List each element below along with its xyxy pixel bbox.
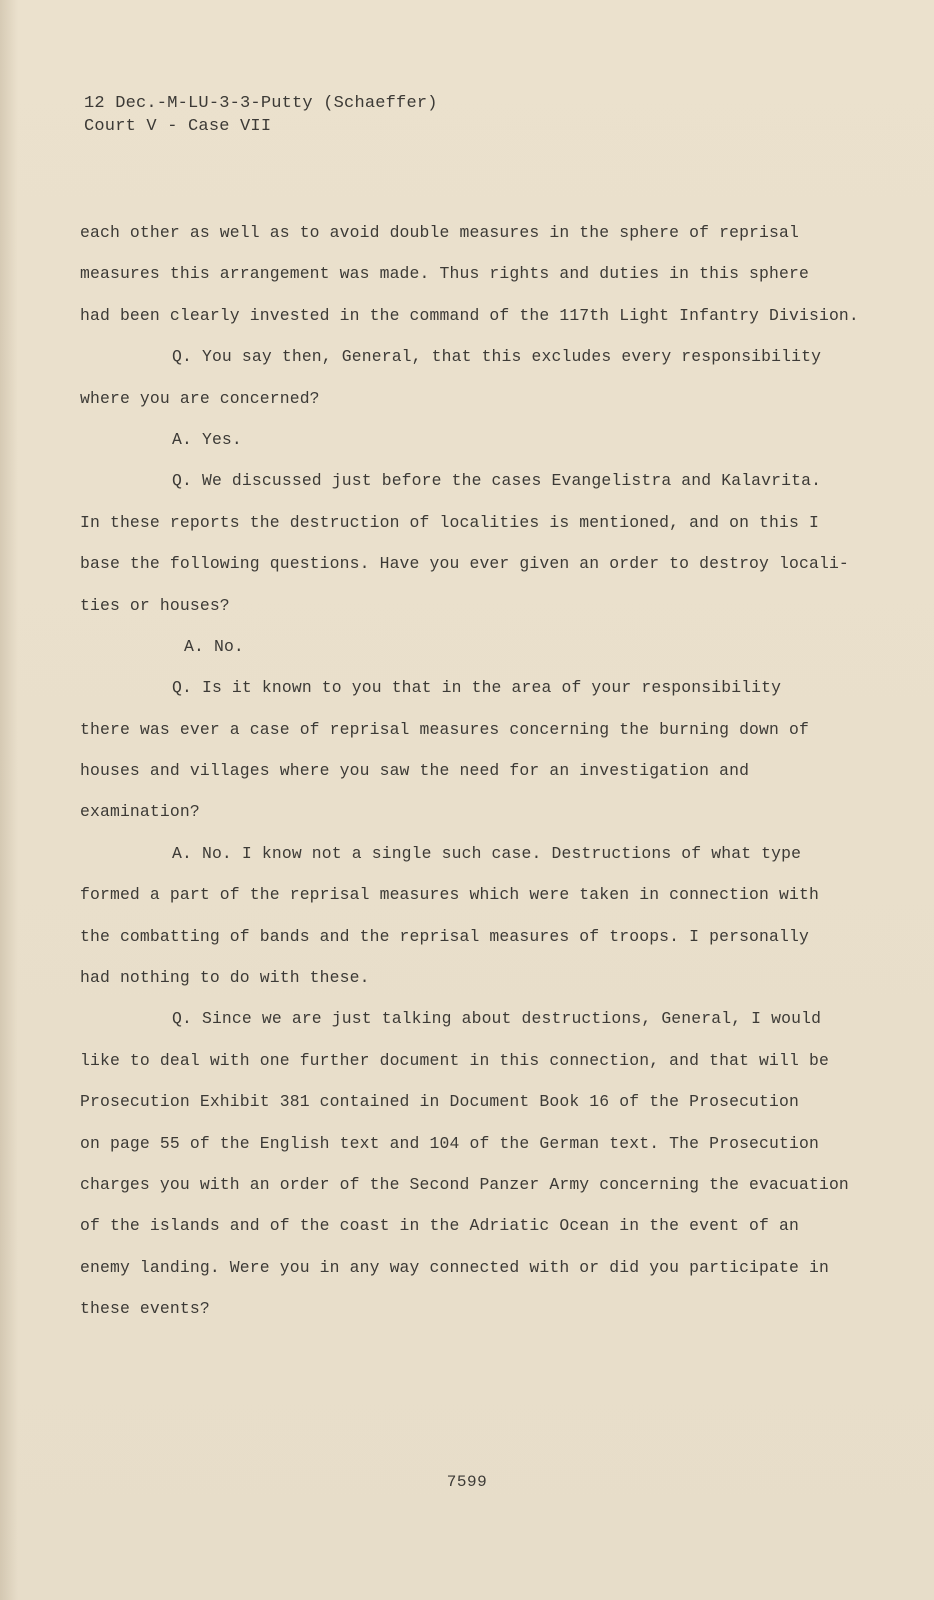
- transcript-line: charges you with an order of the Second Panzer Army concerning the evacuation: [80, 1174, 849, 1194]
- answer-line: A. No. I know not a single such case. Destructions of what type: [172, 843, 802, 863]
- header-court-line: Court V - Case VII: [84, 117, 272, 136]
- question-line: Q. Is it known to you that in the area of your responsibility: [172, 678, 782, 698]
- transcript-line: formed a part of the reprisal measures which were taken in connection with: [80, 885, 819, 905]
- question-line: Q. Since we are just talking about destructions, General, I would: [172, 1009, 822, 1029]
- transcript-line: base the following questions. Have you ever given an order to destroy locali-: [80, 554, 849, 574]
- transcript-line: had been clearly invested in the command of the 117th Light Infantry Division.: [80, 305, 859, 325]
- transcript-line: In these reports the destruction of localities is mentioned, and on this I: [80, 512, 819, 532]
- transcript-line: the combatting of bands and the reprisal measures of troops. I personally: [80, 926, 809, 946]
- transcript-line: there was ever a case of reprisal measures concerning the burning down of: [80, 719, 809, 739]
- transcript-line: ties or houses?: [80, 595, 230, 615]
- question-line: Q. You say then, General, that this excludes every responsibility: [172, 347, 822, 367]
- document-header: [84, 92, 438, 138]
- answer-line: A. Yes.: [172, 429, 242, 449]
- transcript-line: where you are concerned?: [80, 388, 320, 408]
- transcript-line: houses and villages where you saw the need for an investigation and: [80, 761, 750, 781]
- transcript-line: of the islands and of the coast in the Adriatic Ocean in the event of an: [80, 1216, 799, 1236]
- transcript-line: each other as well as to avoid double measures in the sphere of reprisal: [80, 223, 799, 242]
- transcript-line: Prosecution Exhibit 381 contained in Document Book 16 of the Prosecution: [80, 1092, 799, 1112]
- paper-edge-shadow: [0, 0, 18, 1600]
- transcript-line: measures this arrangement was made. Thus rights and duties in this sphere: [80, 264, 809, 284]
- transcript-line: these events?: [80, 1299, 210, 1319]
- answer-line: A. No.: [184, 636, 244, 656]
- question-line: Q. We discussed just before the cases Evangelistra and Kalavrita.: [172, 471, 822, 491]
- transcript-line: examination?: [80, 802, 200, 822]
- header-reference-line: 12 Dec.-M-LU-3-3-Putty (Schaeffer): [84, 94, 438, 113]
- transcript-line: like to deal with one further document in this connection, and that will be: [80, 1050, 829, 1070]
- transcript-body: [80, 212, 880, 1330]
- transcript-line: on page 55 of the English text and 104 of the German text. The Prosecution: [80, 1133, 819, 1153]
- transcript-line: enemy landing. Were you in any way connected with or did you participate in: [80, 1257, 829, 1277]
- transcript-line: had nothing to do with these.: [80, 968, 370, 988]
- page-number: 7599: [446, 1473, 488, 1491]
